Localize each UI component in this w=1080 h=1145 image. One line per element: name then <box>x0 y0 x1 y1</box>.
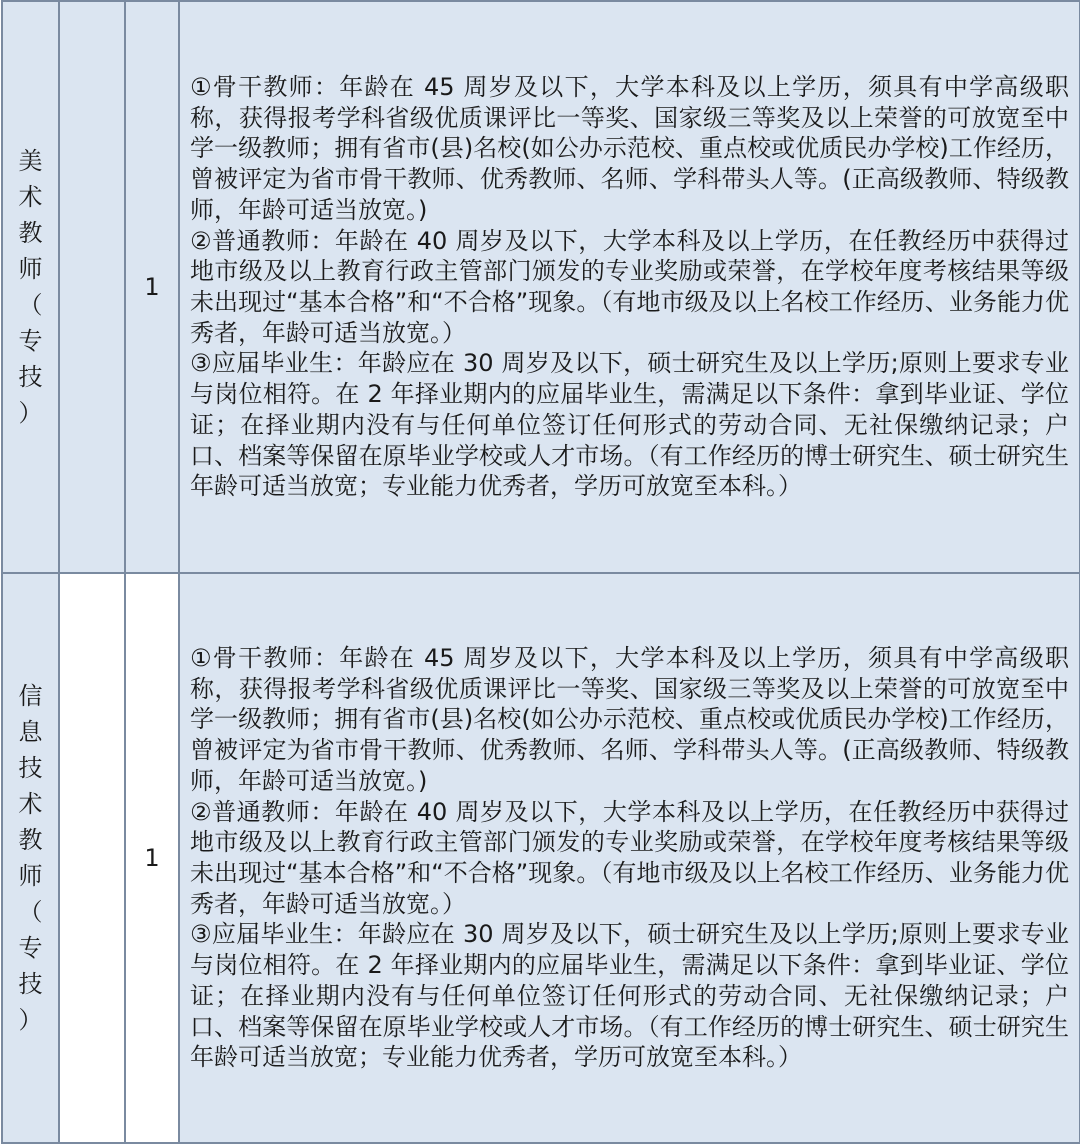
post-name-cell <box>2 1 59 573</box>
post-char: （ <box>18 291 43 319</box>
post-char: 技 <box>18 363 43 391</box>
post-name-cell <box>2 573 59 1143</box>
table-row-it-teacher <box>2 573 1080 1143</box>
requirement-item: ③应届毕业生：年龄应在 30 周岁及以下，硕士研究生及以上学历;原则上要求专业与岗位相符。在 2 年择业期内的应届毕业生，需满足以下条件：拿到毕业证、学位证；在择业期内没有与任何单位签订任何形式的劳动合同、无社保缴纳记录；户口、档案等保留在原毕业学校或人才市场。（有工作经历的博士研究生、硕士研究生年龄可适当放宽；专业能力优秀者，学历可放宽至本科。） <box>190 349 1069 501</box>
post-char: 专 <box>18 934 43 962</box>
table-row-art-teacher <box>2 1 1080 573</box>
requirement-item: ①骨干教师：年龄在 45 周岁及以下，大学本科及以上学历，须具有中学高级职称，获得报考学科省级优质课评比一等奖、国家级三等奖及以上荣誉的可放宽至中学一级教师；拥有省市(县)名校(如公办示范校、重点校或优质民办学校)工作经历，曾被评定为省市骨干教师、优秀教师、名师、学科带头人等。(正高级教师、特级教师，年龄可适当放宽。) <box>190 73 1069 224</box>
headcount-cell: 1 <box>125 1 179 573</box>
post-char: 技 <box>18 754 43 782</box>
requirement-item: ③应届毕业生：年龄应在 30 周岁及以下，硕士研究生及以上学历;原则上要求专业与岗位相符。在 2 年择业期内的应届毕业生，需满足以下条件：拿到毕业证、学位证；在择业期内没有与任何单位签订任何形式的劳动合同、无社保缴纳记录；户口、档案等保留在原毕业学校或人才市场。（有工作经历的博士研究生、硕士研究生年龄可适当放宽；专业能力优秀者，学历可放宽至本科。） <box>190 920 1069 1072</box>
blank-cell <box>59 1 125 573</box>
recruitment-table <box>1 0 1080 1144</box>
requirements-cell <box>179 1 1080 573</box>
post-char: 师 <box>18 862 43 890</box>
blank-cell <box>59 573 125 1143</box>
requirement-item: ①骨干教师：年龄在 45 周岁及以下，大学本科及以上学历，须具有中学高级职称，获得报考学科省级优质课评比一等奖、国家级三等奖及以上荣誉的可放宽至中学一级教师；拥有省市(县)名校(如公办示范校、重点校或优质民办学校)工作经历，曾被评定为省市骨干教师、优秀教师、名师、学科带头人等。(正高级教师、特级教师，年龄可适当放宽。) <box>190 644 1069 795</box>
post-char: 美 <box>18 147 43 175</box>
post-char: ） <box>18 399 43 427</box>
requirements-cell <box>179 573 1080 1143</box>
post-char: 师 <box>18 255 43 283</box>
requirement-item: ②普通教师：年龄在 40 周岁及以下，大学本科及以上学历，在任教经历中获得过地市级及以上教育行政主管部门颁发的专业奖励或荣誉，在学校年度考核结果等级未出现过“基本合格”和“不合格”现象。（有地市级及以上名校工作经历、业务能力优秀者，年龄可适当放宽。） <box>190 797 1069 918</box>
post-char: 术 <box>18 183 43 211</box>
post-char: 教 <box>18 826 43 854</box>
post-char: 信 <box>18 682 43 710</box>
post-char: 息 <box>18 718 43 746</box>
headcount-cell: 1 <box>125 573 179 1143</box>
requirement-item: ②普通教师：年龄在 40 周岁及以下，大学本科及以上学历，在任教经历中获得过地市级及以上教育行政主管部门颁发的专业奖励或荣誉，在学校年度考核结果等级未出现过“基本合格”和“不合格”现象。（有地市级及以上名校工作经历、业务能力优秀者，年龄可适当放宽。） <box>190 226 1069 347</box>
post-char: （ <box>18 898 43 926</box>
post-char: 术 <box>18 790 43 818</box>
post-char: 教 <box>18 219 43 247</box>
post-char: ） <box>18 1006 43 1034</box>
post-char: 技 <box>18 970 43 998</box>
post-char: 专 <box>18 327 43 355</box>
